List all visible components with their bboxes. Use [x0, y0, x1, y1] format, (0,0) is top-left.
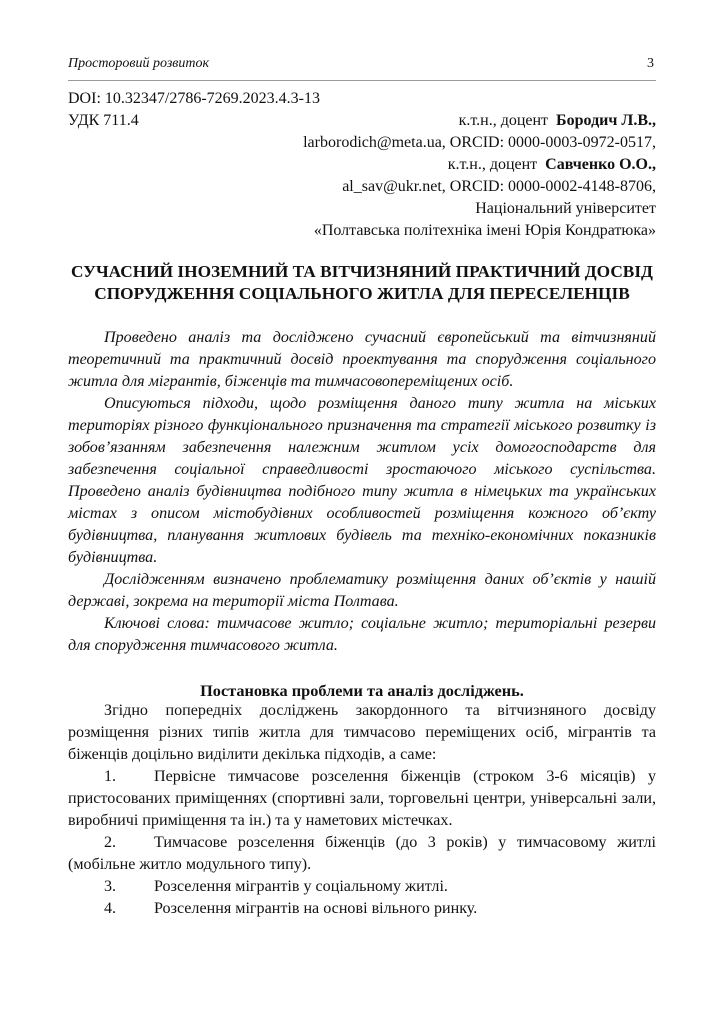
affiliation-line-2: «Полтавська політехніка імені Юрія Кондратюка» [313, 222, 656, 239]
abstract [68, 327, 656, 657]
article-title [68, 261, 656, 305]
author-1-name: Бородич Л.В., [556, 112, 656, 129]
abstract-paragraph: Описуються підходи, щодо розміщення даного типу житла на міських територіях різного функціонального призначення та стратегії міського розвитку із зобов’язанням забезпечення належним житлом усіх домогосподарств для забезпечення соціальної справедливості зростаючого міського суспільства. Проведено аналіз будівництва подібного типу житла в німецьких та українських містах з описом містобудівних особливостей розміщення кожного об’єкту будівництва, планування житлових будівель та техніко-економічних показників будівництва. [68, 395, 656, 566]
list-item [68, 876, 656, 898]
page-number: 3 [647, 56, 654, 71]
author-2-degree: к.т.н., доцент [447, 156, 538, 173]
list-text: Первісне тимчасове розселення біженців (строком 3-6 місяців) у пристосованих приміщеннях (спортивні зали, торговельні центри, універсальні зали, виробничі приміщення та ін.) та у наметових містечках. [68, 768, 656, 829]
list-item [68, 766, 656, 832]
abstract-paragraph: Дослідженням визначено проблематику розміщення даних об’єктів у нашій державі, зокрема на території міста Полтава. [68, 571, 656, 610]
list-number: 3. [104, 878, 117, 895]
affiliation-line-1: Національний університет [475, 200, 656, 217]
author-1 [459, 110, 656, 132]
header-divider [68, 80, 656, 81]
author-1-contact: larborodich@meta.ua, ORCID: 0000-0003-0972-0517, [303, 134, 656, 151]
keywords: Ключові слова: тимчасове житло; соціальне житло; територіальні резерви для спорудження тимчасового житла. [68, 615, 656, 654]
udk-code: УДК 711.4 [68, 112, 139, 129]
journal-name: Просторовий розвиток [68, 56, 210, 71]
author-2-contact: al_sav@ukr.net, ORCID: 0000-0002-4148-8706, [342, 178, 656, 195]
list-text: Тимчасове розселення біженців (до 3 років) у тимчасовому житлі (мобільне житло модульного типу). [68, 834, 656, 873]
doi: DOI: 10.32347/2786-7269.2023.4.3-13 [68, 90, 320, 107]
list-item [68, 832, 656, 876]
intro-paragraph: Згідно попередніх досліджень закордонного та вітчизняного досвіду розміщення різних типів житла для тимчасово переміщених осіб, мігрантів та біженців доцільно виділити декілька підходів, а саме: [68, 702, 656, 763]
list-text: Розселення мігрантів у соціальному житлі. [154, 878, 448, 895]
udk-author-row [68, 110, 656, 132]
section-body [68, 700, 656, 920]
article-metadata [68, 88, 656, 242]
list-item [68, 898, 656, 920]
abstract-paragraph: Проведено аналіз та досліджено сучасний європейський та вітчизняний теоретичний та практичний досвід проектування та спорудження соціального житла для мігрантів, біженців та тимчасовопереміщених осіб. [68, 329, 656, 390]
author-1-degree: к.т.н., доцент [458, 112, 549, 129]
title-line-2: СПОРУДЖЕННЯ СОЦІАЛЬНОГО ЖИТЛА ДЛЯ ПЕРЕСЕЛЕНЦІВ [94, 284, 630, 303]
author-2-name: Савченко О.О., [545, 156, 656, 173]
author-2 [68, 154, 656, 176]
list-text: Розселення мігрантів на основі вільного ринку. [154, 900, 478, 917]
section-heading: Постановка проблеми та аналіз досліджень. [200, 681, 524, 700]
list-number: 2. [104, 834, 117, 851]
title-line-1: СУЧАСНИЙ ІНОЗЕМНИЙ ТА ВІТЧИЗНЯНИЙ ПРАКТИЧНИЙ ДОСВІД [71, 262, 653, 281]
list-number: 4. [104, 900, 117, 917]
running-header [68, 56, 656, 76]
list-number: 1. [104, 768, 117, 785]
